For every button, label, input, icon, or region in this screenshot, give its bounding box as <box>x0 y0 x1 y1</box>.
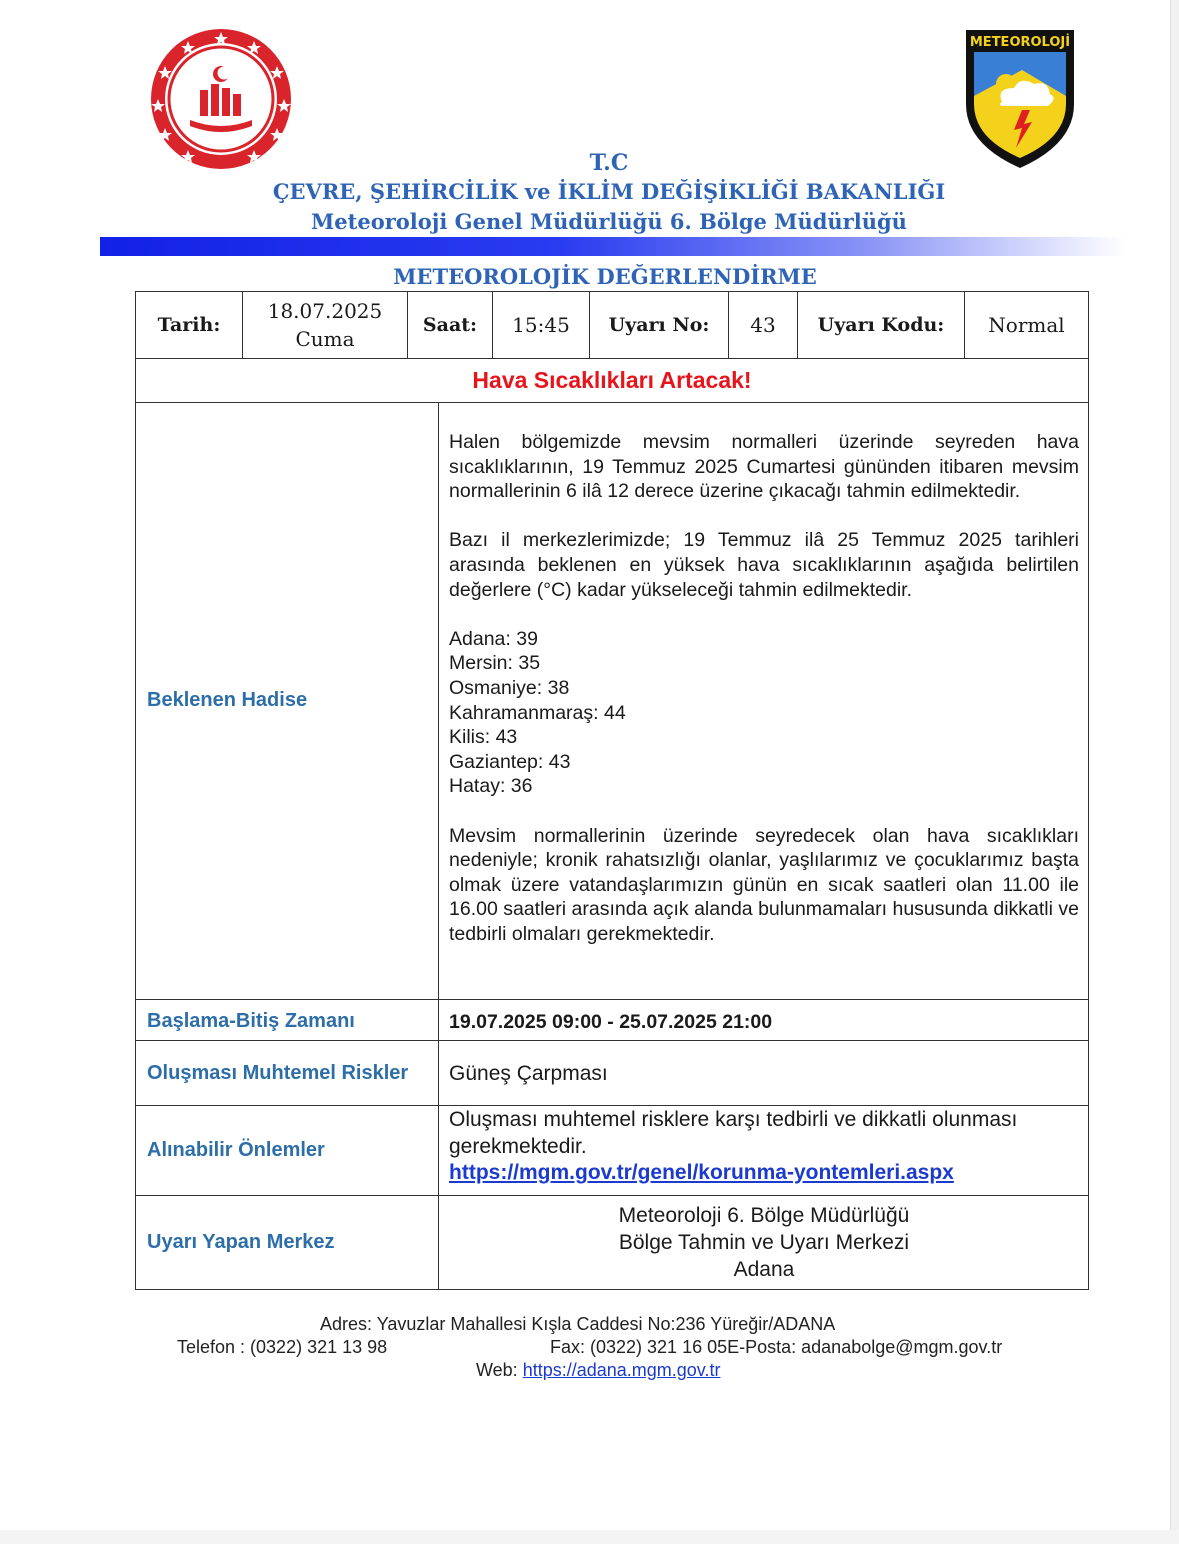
measures-label: Alınabilir Önlemler <box>147 1139 325 1161</box>
warning-code-value: Normal <box>965 292 1089 359</box>
expected-event-label: Beklenen Hadise <box>147 689 308 711</box>
date-cell <box>243 292 408 359</box>
city-item: Adana: 39 <box>449 627 538 650</box>
risks-label: Oluşması Muhtemel Riskler <box>147 1062 409 1084</box>
ministry-seal-logo <box>150 28 292 170</box>
column-divider <box>438 402 439 1289</box>
document-title: METEOROLOJİK DEĞERLENDİRME <box>393 264 817 289</box>
page-edge-bottom <box>0 1530 1179 1544</box>
issuer-cell <box>449 1202 1079 1283</box>
measures-link[interactable]: https://mgm.gov.tr/genel/korunma-yontemleri.aspx <box>449 1161 954 1184</box>
footer-phone: Telefon : (0322) 321 13 98 <box>177 1337 388 1357</box>
header-ministry: ÇEVRE, ŞEHİRCİLİK ve İKLİM DEĞİŞİKLİĞİ BAKANLIĞI <box>272 179 946 204</box>
logo-text: METEOROLOJİ <box>969 35 1071 50</box>
footer-web <box>476 1360 720 1381</box>
divider <box>136 1195 1088 1196</box>
warning-table <box>135 359 1089 1290</box>
footer-fax-email: Fax: (0322) 321 16 05E-Posta: adanabolge@mgm.gov.tr <box>550 1337 1003 1357</box>
meta-table <box>135 291 1089 359</box>
warning-no-value: 43 <box>729 292 798 359</box>
city-item: Hatay: 36 <box>449 775 533 798</box>
time-label: Saat: <box>408 292 493 359</box>
paragraph-2: Bazı il merkezlerimizde; 19 Temmuz ilâ 25 Temmuz 2025 tarihleri arasında beklenen en yüksek hava sıcaklıklarının aşağıda belirtilen değerlere (°C) kadar yükseleceği tahmin edilmektedir. <box>449 529 1079 601</box>
issuer-line-3: Adana <box>733 1258 795 1281</box>
divider <box>136 1040 1088 1041</box>
header-gradient-band <box>100 237 1126 256</box>
risks-value: Güneş Çarpması <box>449 1062 608 1085</box>
city-item: Kahramanmaraş: 44 <box>449 701 626 724</box>
date-label: Tarih: <box>136 292 243 359</box>
meteoroloji-shield-logo <box>962 26 1078 170</box>
footer-web-label: Web: <box>476 1360 518 1380</box>
city-item: Kilis: 43 <box>449 726 518 749</box>
divider <box>136 1105 1088 1106</box>
city-item: Osmaniye: 38 <box>449 676 570 699</box>
city-item: Gaziantep: 43 <box>449 750 571 773</box>
paragraph-3: Mevsim normallerinin üzerinde seyredecek olan hava sıcaklıkları nedeniyle; kronik rahatsızlığı olanlar, yaşlılarımız ve çocuklarımız başta olmak üzere vatandaşlarımızın günün en sıcak saatleri olan 11.00 ile 16.00 saatleri arasında açık alanda bulunmamaları hususunda dikkatli ve tedbirli olmaları gerekmektedir. <box>449 824 1079 945</box>
paragraph-1: Halen bölgemizde mevsim normalleri üzerinde seyreden hava sıcaklıklarının, 19 Temmuz 2025 Cumartesi gününden itibaren mevsim normallerinin 6 ilâ 12 derece üzerine çıkacağı tahmin edilmektedir. <box>449 431 1079 503</box>
city-item: Mersin: 35 <box>449 652 541 675</box>
date-value: 18.07.2025 <box>267 299 383 323</box>
issuer-label: Uyarı Yapan Merkez <box>147 1231 335 1253</box>
header-directorate: Meteoroloji Genel Müdürlüğü 6. Bölge Müdürlüğü <box>311 209 907 234</box>
header-tc: T.C <box>589 150 629 176</box>
issuer-line-1: Meteoroloji 6. Bölge Müdürlüğü <box>618 1204 910 1227</box>
time-value: 15:45 <box>493 292 590 359</box>
issuer-line-2: Bölge Tahmin ve Uyarı Merkezi <box>618 1231 910 1254</box>
expected-event-text <box>449 430 1079 946</box>
footer-web-link[interactable]: https://adana.mgm.gov.tr <box>522 1360 721 1380</box>
warning-code-label: Uyarı Kodu: <box>798 292 965 359</box>
warning-no-label: Uyarı No: <box>590 292 729 359</box>
measures-text: Oluşması muhtemel risklere karşı tedbirli ve dikkatli olunması gerekmektedir. <box>449 1108 1018 1158</box>
divider <box>136 402 1088 403</box>
divider <box>136 999 1088 1000</box>
measures-cell <box>449 1107 1079 1187</box>
day-value: Cuma <box>295 327 355 351</box>
headline: Hava Sıcaklıkları Artacak! <box>472 367 752 393</box>
timing-value: 19.07.2025 09:00 - 25.07.2025 21:00 <box>449 1011 773 1033</box>
timing-label: Başlama-Bitiş Zamanı <box>147 1010 355 1032</box>
footer-address: Adres: Yavuzlar Mahallesi Kışla Caddesi No:236 Yüreğir/ADANA <box>320 1314 836 1334</box>
